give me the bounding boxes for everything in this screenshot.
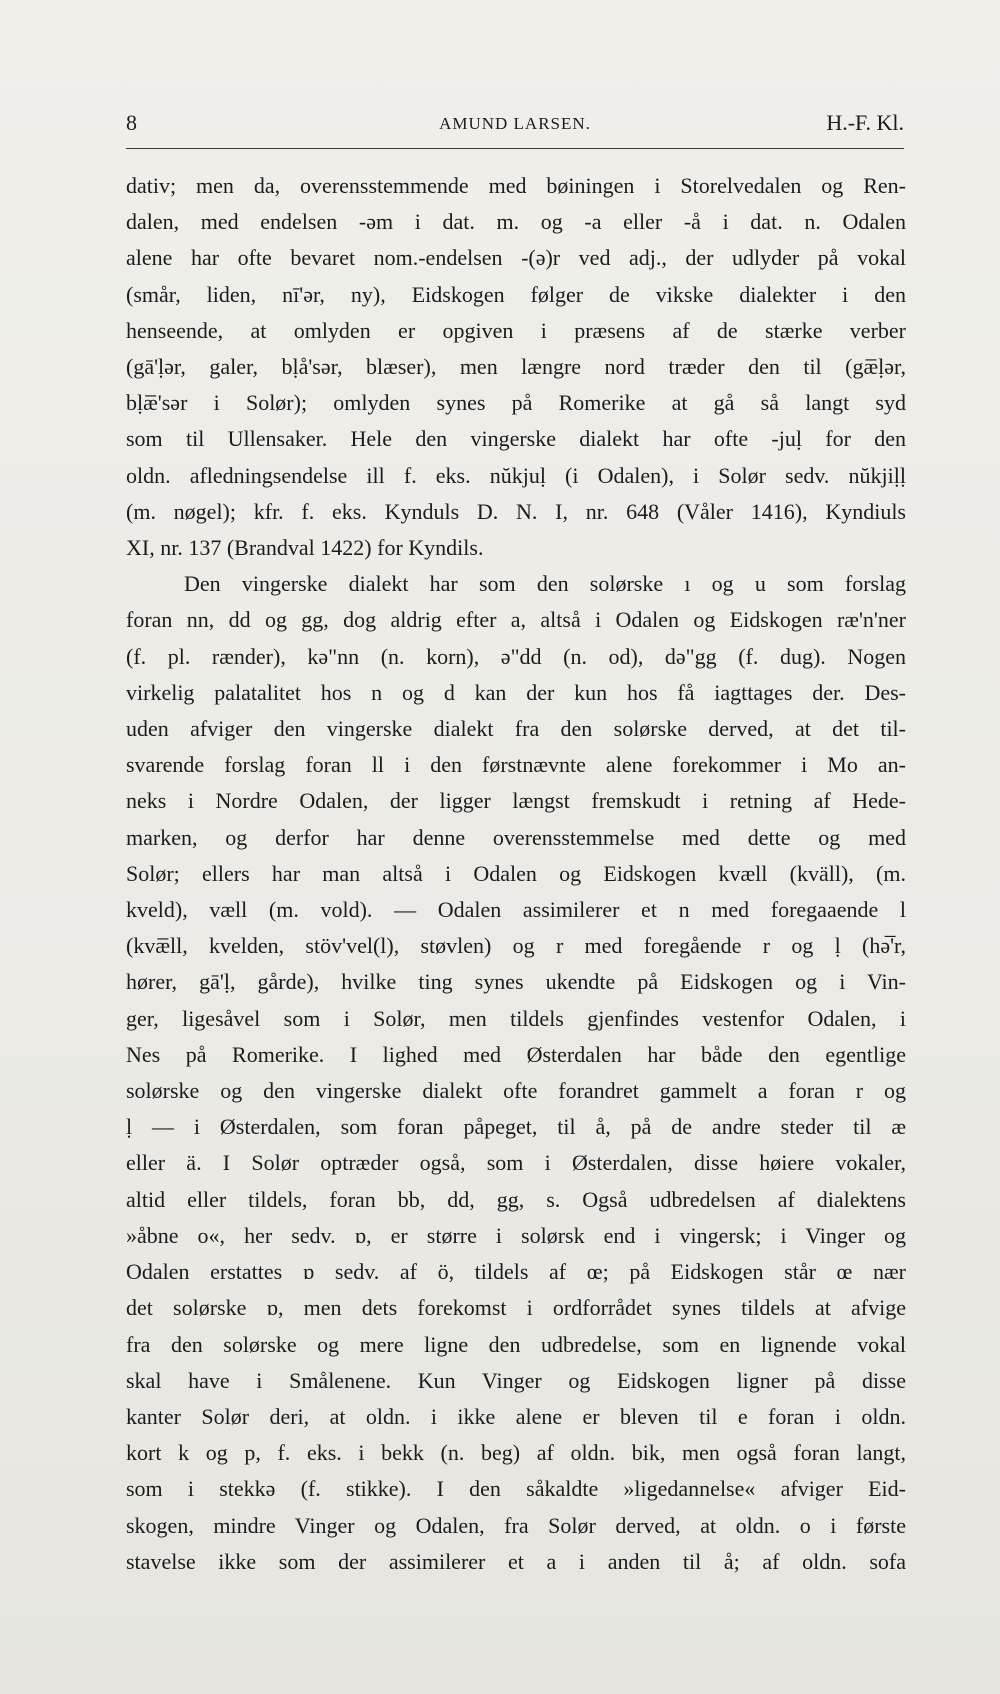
text-line: dativ; men da, overensstemmende med bøiningen i Storelvedalen og Ren-	[126, 173, 906, 198]
text-line: (f. pl. rænder), kə"nn (n. korn), ə"dd (n. od), də"gg (f. dug). Nogen	[126, 643, 906, 669]
running-head	[126, 108, 904, 149]
text-line: skal have i Smålenene. Kun Vinger og Eidskogen ligner på disse	[126, 1367, 906, 1393]
text-line: solørske og den vingerske dialekt ofte forandret gammelt a foran r og	[126, 1078, 906, 1104]
text-line: Odalen erstattes ɒ sedv. af ö, tildels af œ; på Eidskogen står œ nær	[126, 1259, 906, 1285]
running-head-series: H.-F. Kl.	[826, 110, 904, 135]
text-line: fra den solørske og mere ligne den udbredelse, som en lignende vokal	[126, 1331, 906, 1357]
text-line: det solørske ɒ, men dets forekomst i ordforrådet synes tildels at afvige	[126, 1295, 906, 1321]
text-line: alene har ofte bevaret nom.-endelsen -(ə)r ved adj., der udlyder på vokal	[126, 245, 906, 271]
text-line: ger, ligesåvel som i Solør, men tildels gjenfindes vestenfor Odalen, i	[126, 1005, 906, 1031]
text-line: altid eller tildels, foran bb, dd, gg, s. Også udbredelsen af dialektens	[126, 1186, 906, 1212]
text-line: svarende forslag foran ll i den førstnævnte alene forekommer i Mo an-	[126, 752, 906, 778]
text-line: XI, nr. 137 (Brandval 1422) for Kyndils.	[126, 535, 484, 561]
text-line: kveld), væll (m. vold). — Odalen assimilerer et n med foregaaende l	[126, 897, 906, 923]
text-line: virkelig palatalitet hos n og d kan der kun hos få iagttages der. Des-	[126, 679, 906, 705]
text-line: som i stekkə (f. stikke). I den såkaldte »ligedannelse« afviger Eid-	[126, 1476, 906, 1502]
page-number: 8	[126, 110, 137, 135]
text-line: som til Ullensaker. Hele den vingerske dialekt har ofte -juḷ for den	[126, 426, 906, 452]
text-line: skogen, mindre Vinger og Odalen, fra Solør derved, at oldn. o i første	[126, 1512, 906, 1538]
text-line: marken, og derfor har denne overensstemmelse med dette og med	[126, 824, 906, 850]
text-line: hører, gā'ḷ, gårde), hvilke ting synes ukendte på Eidskogen og i Vin-	[126, 969, 906, 995]
text-line: oldn. afledningsendelse ill f. eks. nŭkjuḷ (i Odalen), i Solør sedv. nŭkjiḷḷ	[126, 462, 906, 488]
text-line: neks i Nordre Odalen, der ligger længst fremskudt i retning af Hede-	[126, 788, 906, 814]
text-line: kanter Solør deri, at oldn. i ikke alene er bleven til e foran i oldn.	[126, 1403, 906, 1429]
text-line: Nes på Romerike. I lighed med Østerdalen har både den egentlige	[126, 1041, 906, 1067]
text-line: henseende, at omlyden er opgiven i præsens af de stærke verber	[126, 317, 906, 343]
text-line: uden afviger den vingerske dialekt fra den solørske derved, at det til-	[126, 716, 906, 742]
text-line: dalen, med endelsen -əm i dat. m. og -a eller -å i dat. n. Odalen	[126, 209, 906, 235]
text-line: ḷ — i Østerdalen, som foran påpeget, til å, på de andre steder til æ	[126, 1114, 906, 1140]
text-line: stavelse ikke som der assimilerer et a i anden til å; af oldn. sofa	[126, 1548, 906, 1574]
text-line: (smår, liden, nī'ər, ny), Eidskogen følger de vikske dialekter i den	[126, 281, 906, 307]
running-head-author: AMUND LARSEN.	[439, 114, 591, 133]
text-line: »åbne o«, her sedv. ɒ, er større i solørsk end i vingersk; i Vinger og	[126, 1222, 906, 1248]
text-line: eller ä. I Solør optræder også, som i Østerdalen, disse høiere vokaler,	[126, 1150, 906, 1176]
text-line: Den vingerske dialekt har som den solørske ı og u som forslag	[184, 571, 906, 597]
text-line: foran nn, dd og gg, dog aldrig efter a, altså i Odalen og Eidskogen ræ'n'ner	[126, 607, 906, 633]
text-line: (gā'ḷər, galer, bḷå'sər, blæser), men længre nord træder den til (gæ̅ḷər,	[126, 354, 906, 380]
text-line: (m. nøgel); kfr. f. eks. Kynduls D. N. I, nr. 648 (Våler 1416), Kyndiuls	[126, 498, 906, 524]
text-line: bḷæ̅'sər i Solør); omlyden synes på Romerike at gå så langt syd	[126, 390, 906, 416]
text-line: kort k og p, f. eks. i bekk (n. beg) af oldn. bik, men også foran langt,	[126, 1440, 906, 1466]
text-line: (kvæ̅ll, kvelden, stöv'vel(l), støvlen) og r med foregående r og ḷ (hə̅'r,	[126, 933, 906, 959]
text-line: Solør; ellers har man altså i Odalen og Eidskogen kvæll (kväll), (m.	[126, 860, 906, 886]
body-text	[126, 168, 906, 1580]
